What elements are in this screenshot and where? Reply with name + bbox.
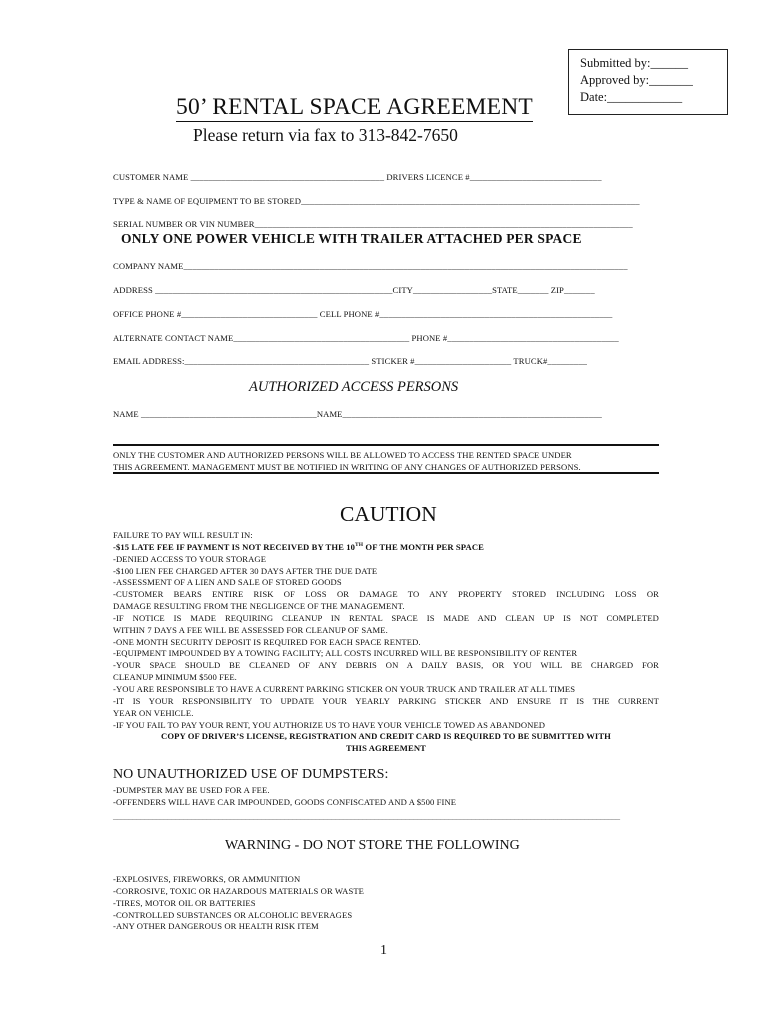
- warning-item: -CONTROLLED SUBSTANCES OR ALCOHOLIC BEVERAGES: [113, 909, 353, 920]
- warning-item: -ANY OTHER DANGEROUS OR HEALTH RISK ITEM: [113, 921, 319, 932]
- caution-item: -ASSESSMENT OF A LIEN AND SALE OF STORED GOODS: [113, 577, 342, 588]
- phone-field[interactable]: OFFICE PHONE #_______________________________ CELL PHONE #_____________________________________________________: [113, 309, 613, 319]
- warning-heading: WARNING - DO NOT STORE THE FOLLOWING: [225, 838, 520, 853]
- caution-item: -$100 LIEN FEE CHARGED AFTER 30 DAYS AFTER THE DUE DATE: [113, 565, 378, 576]
- serial-vin-field[interactable]: SERIAL NUMBER OR VIN NUMBER______________________________________________________________________________________: [113, 219, 633, 229]
- authorized-notice-line2: THIS AGREEMENT. MANAGEMENT MUST BE NOTIFIED IN WRITING OF ANY CHANGES OF AUTHORIZED PERSONS.: [113, 462, 581, 472]
- dumpsters-separator: __________________________________________________________________________________________________________________________________: [113, 811, 620, 821]
- caution-heading: CAUTION: [340, 502, 437, 526]
- power-vehicle-notice: ONLY ONE POWER VEHICLE WITH TRAILER ATTACHED PER SPACE: [121, 231, 582, 246]
- risk-item-line2: DAMAGE RESULTING FROM THE NEGLIGENCE OF THE MANAGEMENT.: [113, 601, 405, 612]
- update-sticker-line1: -IT IS YOUR RESPONSIBILITY TO UPDATE YOUR YEARLY PARKING STICKER AND ENSURE IT IS THE CURRENT: [113, 695, 659, 706]
- approved-by-field[interactable]: Approved by:_______: [580, 73, 693, 87]
- dumpsters-list: [113, 785, 659, 809]
- cleanup-item-line2: WITHIN 7 DAYS A FEE WILL BE ASSESSED FOR CLEANUP OF SAME.: [113, 624, 388, 635]
- authorized-notice-line1: ONLY THE CUSTOMER AND AUTHORIZED PERSONS WILL BE ALLOWED TO ACCESS THE RENTED SPACE UNDER: [113, 450, 572, 460]
- late-fee-text: -$15 LATE FEE IF PAYMENT IS NOT RECEIVED BY THE 10: [113, 541, 356, 552]
- late-fee-item: [113, 542, 659, 554]
- warning-list: [113, 874, 659, 933]
- dumpsters-heading: NO UNAUTHORIZED USE OF DUMPSTERS:: [113, 767, 389, 782]
- copy-required-line1: COPY OF DRIVER’S LICENSE, REGISTRATION AND CREDIT CARD IS REQUIRED TO BE SUBMITTED WITH: [161, 731, 611, 742]
- date-field[interactable]: Date:____________: [580, 90, 683, 104]
- copy-required-line2: THIS AGREEMENT: [346, 743, 426, 754]
- authorized-notice: [113, 449, 581, 473]
- notice-bottom-rule: [113, 472, 659, 474]
- fax-instruction: Please return via fax to 313-842-7650: [193, 125, 458, 145]
- risk-item-line1: -CUSTOMER BEARS ENTIRE RISK OF LOSS OR DAMAGE TO ANY PROPERTY STORED INCLUDING LOSS OR: [113, 589, 659, 600]
- dumpster-item: -DUMPSTER MAY BE USED FOR A FEE.: [113, 785, 270, 795]
- address-field[interactable]: ADDRESS ______________________________________________________CITY__________________STATE_______ ZIP_______: [113, 285, 595, 295]
- caution-item: -DENIED ACCESS TO YOUR STORAGE: [113, 553, 267, 564]
- authorized-names-field[interactable]: NAME ________________________________________NAME___________________________________________________________: [113, 409, 602, 419]
- deposit-item: -ONE MONTH SECURITY DEPOSIT IS REQUIRED FOR EACH SPACE RENTED.: [113, 636, 421, 647]
- approval-box: [568, 49, 728, 115]
- sticker-item: -YOU ARE RESPONSIBLE TO HAVE A CURRENT PARKING STICKER ON YOUR TRUCK AND TRAILER AT ALL TIMES: [113, 683, 576, 694]
- caution-list: [113, 530, 659, 755]
- equipment-type-field[interactable]: TYPE & NAME OF EQUIPMENT TO BE STORED_____________________________________________________________________________: [113, 196, 640, 206]
- submitted-by-field[interactable]: Submitted by:______: [580, 56, 688, 70]
- warning-item: -EXPLOSIVES, FIREWORKS, OR AMMUNITION: [113, 874, 301, 884]
- clean-daily-line1: -YOUR SPACE SHOULD BE CLEANED OF ANY DEBRIS ON A DAILY BASIS, OR YOU WILL BE CHARGED FOR: [113, 660, 659, 671]
- impound-item: -EQUIPMENT IMPOUNDED BY A TOWING FACILITY; ALL COSTS INCURRED WILL BE RESPONSIBILITY OF RENTER: [113, 648, 578, 659]
- page-number: 1: [380, 943, 387, 958]
- notice-top-rule: [113, 444, 659, 446]
- update-sticker-line2: YEAR ON VEHICLE.: [113, 707, 194, 718]
- cleanup-item-line1: -IF NOTICE IS MADE REQUIRING CLEANUP IN RENTAL SPACE IS MADE AND CLEAN UP IS NOT COMPLETED: [113, 612, 659, 623]
- late-fee-text-end: OF THE MONTH PER SPACE: [363, 541, 484, 552]
- email-sticker-truck-field[interactable]: EMAIL ADDRESS:__________________________________________ STICKER #______________________ TRUCK#_________: [113, 356, 587, 366]
- caution-intro: FAILURE TO PAY WILL RESULT IN:: [113, 530, 253, 540]
- customer-name-field[interactable]: CUSTOMER NAME ____________________________________________ DRIVERS LICENCE #______________________________: [113, 172, 602, 182]
- authorized-access-heading: AUTHORIZED ACCESS PERSONS: [249, 379, 459, 395]
- clean-daily-line2: CLEANUP MINIMUM $500 FEE.: [113, 672, 237, 683]
- warning-item: -TIRES, MOTOR OIL OR BATTERIES: [113, 897, 256, 908]
- alternate-contact-field[interactable]: ALTERNATE CONTACT NAME________________________________________ PHONE #_______________________________________: [113, 333, 619, 343]
- document-title: 50’ RENTAL SPACE AGREEMENT: [176, 94, 533, 120]
- warning-item: -CORROSIVE, TOXIC OR HAZARDOUS MATERIALS OR WASTE: [113, 885, 365, 896]
- company-name-field[interactable]: COMPANY NAME_____________________________________________________________________________________________________: [113, 261, 628, 271]
- towed-item: -IF YOU FAIL TO PAY YOUR RENT, YOU AUTHORIZE US TO HAVE YOUR VEHICLE TOWED AS ABANDONED: [113, 719, 546, 730]
- dumpster-item: -OFFENDERS WILL HAVE CAR IMPOUNDED, GOODS CONFISCATED AND A $500 FINE: [113, 796, 457, 807]
- late-fee-superscript: TH: [355, 541, 364, 548]
